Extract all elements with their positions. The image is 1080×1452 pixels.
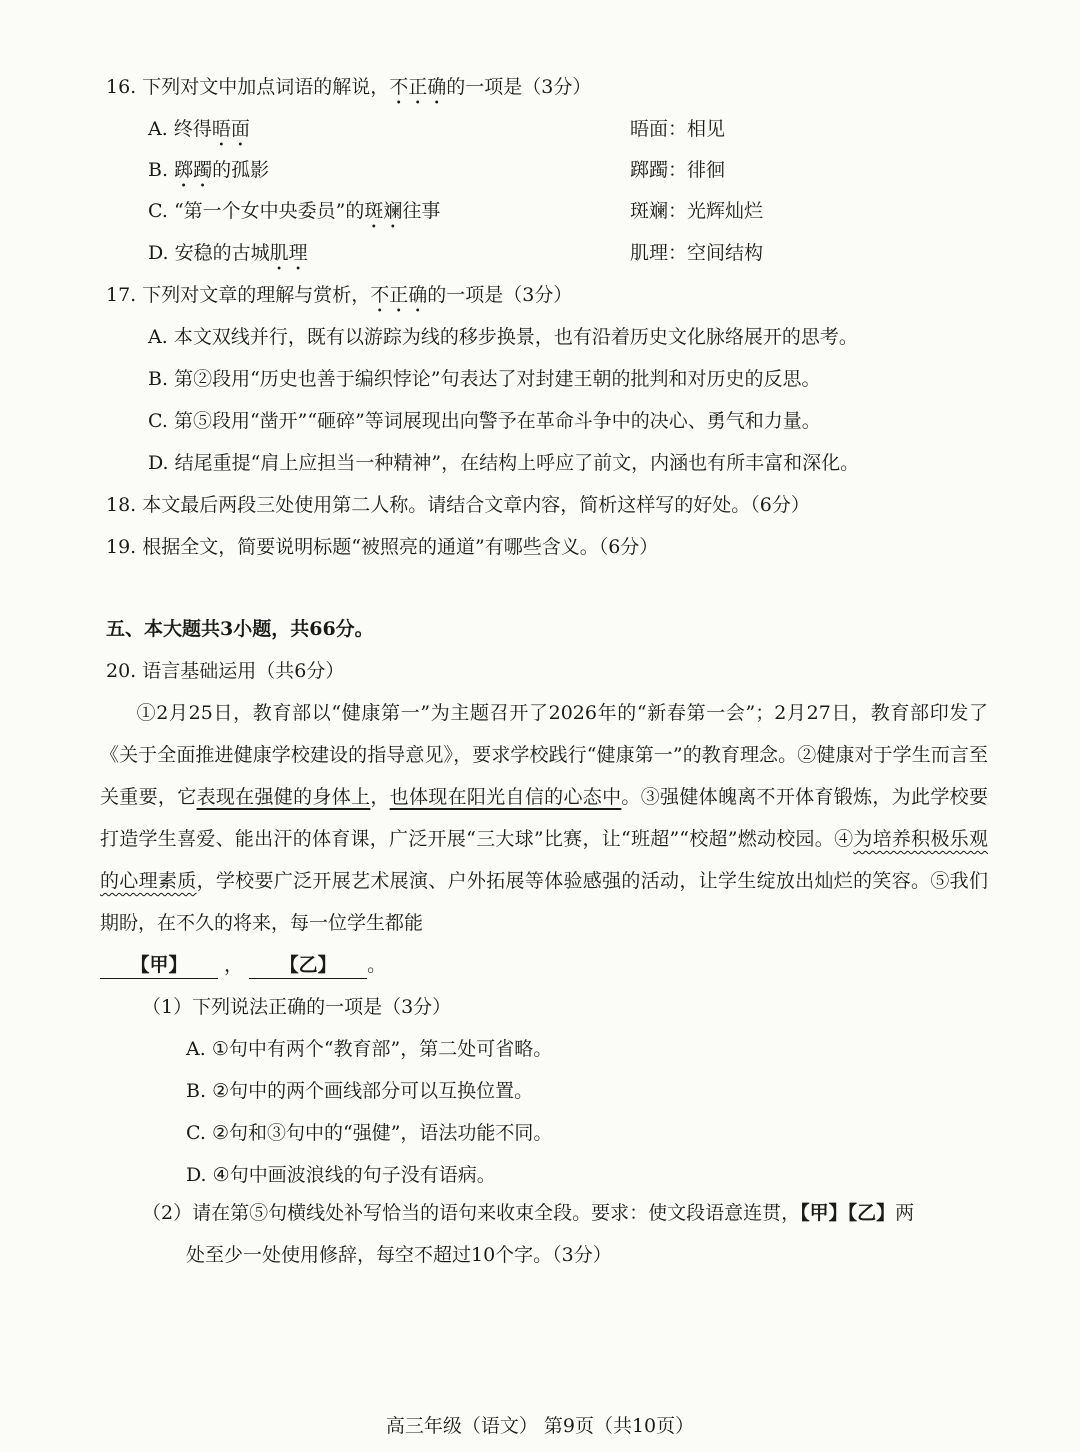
q20-sub1-stem: （1）下列说法正确的一项是（3分） — [142, 996, 452, 1018]
q20-title: 20. 语言基础运用（共6分） — [106, 660, 345, 682]
q17-option-b: B. 第②段用“历史也善于编织悖论”句表达了对封建王朝的批判和对历史的反思。 — [148, 368, 821, 390]
q16-option-b-answer: 踯躅：徘徊 — [630, 159, 726, 181]
underlined-phrase-2: 也体现在阳光自信的心态中 — [389, 786, 622, 808]
q17-stem: 17. 下列对文章的理解与赏析，不正确的一项是（3分） — [106, 284, 573, 306]
q16-option-c: C. “第一个女中央委员”的斑斓往事 — [148, 200, 441, 222]
q20-blanks: 【甲】 ， 【乙】 。 — [100, 950, 386, 980]
blank-yi[interactable]: 【乙】 — [249, 952, 367, 979]
q17-option-c: C. 第⑤段用“凿开”“砸碎”等词展现出向警予在革命斗争中的决心、勇气和力量。 — [148, 410, 821, 432]
q16-option-d: D. 安稳的古城肌理 — [148, 242, 308, 264]
q17-number: 17. — [106, 284, 137, 306]
q16-option-a: A. 终得晤面 — [148, 118, 250, 140]
q20-sub2-line2: 处至少一处使用修辞，每空不超过10个字。（3分） — [186, 1244, 612, 1266]
q20-sub1-option-d: D. ④句中画波浪线的句子没有语病。 — [186, 1164, 496, 1186]
q16-option-d-answer: 肌理：空间结构 — [630, 242, 764, 264]
q17-option-d: D. 结尾重提“肩上应担当一种精神”，在结构上呼应了前文，内涵也有所丰富和深化。 — [148, 452, 860, 474]
q19: 19. 根据全文，简要说明标题“被照亮的通道”有哪些含义。（6分） — [106, 536, 659, 558]
section-five-title: 五、本大题共3小题，共66分。 — [106, 618, 374, 640]
blank-jia[interactable]: 【甲】 — [100, 952, 218, 979]
q17-option-a: A. 本文双线并行，既有以游踪为线的移步换景，也有沿着历史文化脉络展开的思考。 — [148, 326, 858, 348]
wavy-underlined-phrase: 为培养积极乐观的心理素质 — [100, 828, 988, 892]
q18: 18. 本文最后两段三处使用第二人称。请结合文章内容，简析这样写的好处。（6分） — [106, 494, 810, 516]
q16-option-a-answer: 晤面：相见 — [630, 118, 726, 140]
q20-sub1-option-c: C. ②句和③句中的“强健”，语法功能不同。 — [186, 1122, 553, 1144]
q16-option-b: B. 踯躅的孤影 — [148, 159, 270, 181]
q20-sub1-option-b: B. ②句中的两个画线部分可以互换位置。 — [186, 1080, 534, 1102]
q20-sub1-option-a: A. ①句中有两个“教育部”，第二处可省略。 — [186, 1038, 553, 1060]
q16-option-c-answer: 斑斓：光辉灿烂 — [630, 200, 764, 222]
page-footer: 高三年级（语文） 第9页（共10页） — [385, 1415, 695, 1437]
q16-number: 16. — [106, 76, 137, 98]
q16-stem: 16. 下列对文中加点词语的解说，不正确的一项是（3分） — [106, 76, 592, 98]
q20-sub2-line1: （2）请在第⑤句横线处补写恰当的语句来收束全段。要求：使文段语意连贯，【甲】【乙】两 — [142, 1202, 915, 1224]
q20-passage: ①2月25日，教育部以“健康第一”为主题召开了2026年的“新春第一会”；2月27日，教育部印发了《关于全面推进健康学校建设的指导意见》，要求学校践行“健康第一”的教育理念。②健康对于学生而言至关重要，它表现在强健的身体上，也体现在阳光自信的心态中。③强健体魄离不开体育锻炼，为此学校要打造学生喜爱、能出汗的体育课，广泛开展“三大球”比赛，让“班超”“校超”燃动校园。④为培养积极乐观的心理素质，学校要广泛开展艺术展演、户外拓展等体验感强的活动，让学生绽放出灿烂的笑容。⑤我们期盼，在不久的将来，每一位学生都能 — [100, 702, 988, 934]
underlined-phrase-1: 表现在强健的身体上 — [196, 786, 371, 808]
